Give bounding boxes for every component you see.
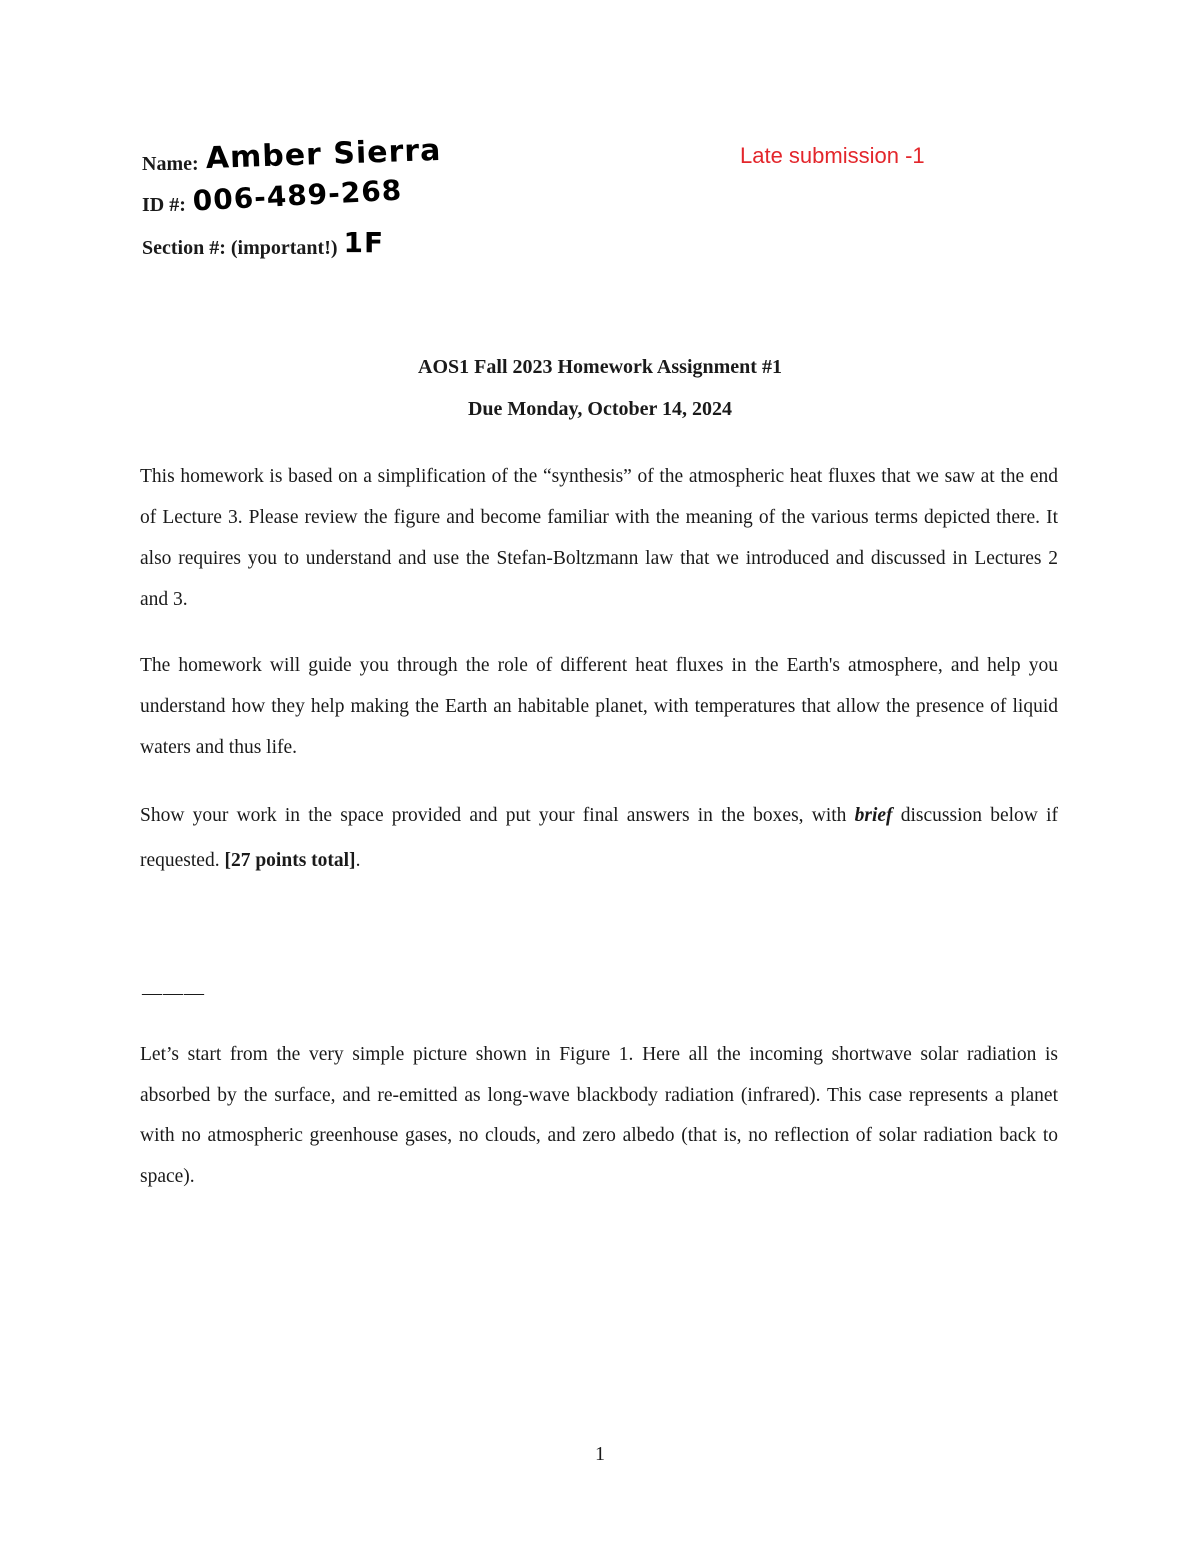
handwritten-name: Amber Sierra: [204, 132, 442, 177]
figure-intro-paragraph: Let’s start from the very simple picture shown in Figure 1. Here all the incoming shortwave solar radiation is absorbed by the surface, and re-emitted as long-wave blackbody radiation (infrared). This case represents a planet with no atmospheric greenhouse gases, no clouds, and zero albedo (that is, no reflection of solar radiation back to space).: [140, 1044, 1058, 1187]
due-date: Due Monday, October 14, 2024: [467, 398, 733, 420]
handwritten-id: 006-489-268: [191, 173, 403, 218]
section-separator: ———: [142, 982, 205, 1004]
name-field: [142, 132, 442, 177]
emphasis-brief: brief: [854, 805, 893, 826]
points-total: [27 points total]: [224, 850, 356, 871]
instructions-text-middle: discussion below if requested.: [140, 805, 1059, 871]
section-field: [142, 226, 385, 259]
guide-paragraph: The homework will guide you through the role of different heat fluxes in the Earth's atmosphere, and help you understand how they help making the Earth an habitable planet, with temperatures that allow the presence of liquid waters and thus life.: [140, 655, 1058, 758]
late-submission-note: Late submission -1: [740, 143, 925, 168]
name-label: Name:: [142, 153, 199, 175]
assignment-title: AOS1 Fall 2023 Homework Assignment #1: [418, 356, 782, 378]
handwritten-section: 1F: [343, 226, 385, 259]
intro-paragraph: This homework is based on a simplification of the “synthesis” of the atmospheric heat fluxes that we saw at the end of Lecture 3. Please review the figure and become familiar with the meaning of the various terms depicted there. It also requires you to understand and use the Stefan-Boltzmann law that we introduced and discussed in Lectures 2 and 3.: [140, 466, 1058, 610]
instructions-text-start: Show your work in the space provided and put your final answers in the boxes, with: [140, 805, 855, 826]
id-label: ID #:: [142, 194, 186, 216]
instructions-paragraph: [140, 793, 1058, 883]
page-number: 1: [595, 1443, 605, 1465]
section-label: Section #: (important!): [142, 237, 338, 259]
instructions-text-end: .: [355, 850, 361, 871]
id-field: [142, 173, 403, 218]
